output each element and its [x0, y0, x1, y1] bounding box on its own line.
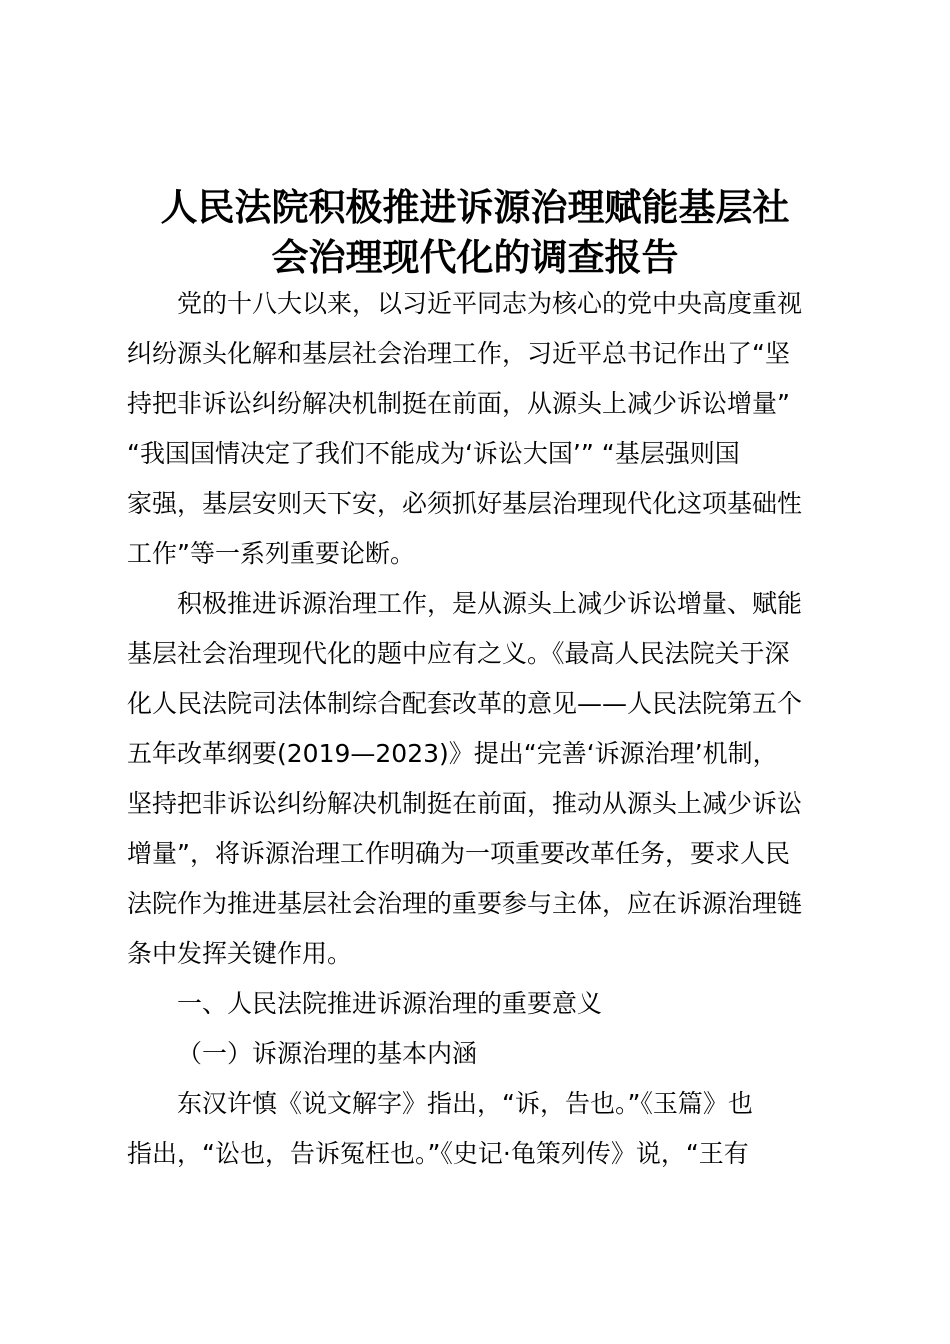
paragraph-2-line-8: 条中发挥关键作用。: [127, 939, 353, 968]
title-line-2: 会治理现代化的调查报告: [271, 236, 679, 279]
paragraph-2-line-3: 化人民法院司法体制综合配套改革的意见——人民法院第五个: [127, 689, 803, 718]
paragraph-2-line-5: 坚持把非诉讼纠纷解决机制挺在前面，推动从源头上减少诉讼: [127, 789, 803, 818]
paragraph-1-line-3: 持把非诉讼纠纷解决机制挺在前面，从源头上减少诉讼增量”: [127, 389, 790, 418]
paragraph-2-line-2: 基层社会治理现代化的题中应有之义。《最高人民法院关于深: [127, 639, 790, 668]
paragraph-1-line-6: 工作”等一系列重要论断。: [127, 539, 415, 568]
paragraph-3-line-2: 指出，“讼也，告诉冤枉也。”《史记·龟策列传》说，“王有: [127, 1139, 749, 1168]
paragraph-1-line-4: “我国国情决定了我们不能成为‘诉讼大国’” “基层强则国: [127, 439, 740, 468]
paragraph-2-line-6: 增量”，将诉源治理工作明确为一项重要改革任务，要求人民: [127, 839, 790, 868]
paragraph-1-line-1: 党的十八大以来，以习近平同志为核心的党中央高度重视: [177, 289, 803, 318]
paragraph-2-line-4: 五年改革纲要(2019—2023)》提出“完善‘诉源治理’机制，: [127, 739, 778, 768]
section-heading-1: 一、人民法院推进诉源治理的重要意义: [177, 989, 603, 1018]
title-line-1: 人民法院积极推进诉源治理赋能基层社: [160, 186, 790, 229]
paragraph-1-line-5: 家强，基层安则天下安，必须抓好基层治理现代化这项基础性: [127, 489, 803, 518]
subsection-heading-1: （一）诉源治理的基本内涵: [177, 1039, 478, 1068]
paragraph-2-line-7: 法院作为推进基层社会治理的重要参与主体，应在诉源治理链: [127, 889, 803, 918]
paragraph-2-line-1: 积极推进诉源治理工作，是从源头上减少诉讼增量、赋能: [177, 589, 803, 618]
paragraph-1-line-2: 纠纷源头化解和基层社会治理工作，习近平总书记作出了“坚: [127, 339, 790, 368]
paragraph-3-line-1: 东汉许慎《说文解字》指出，“诉，告也。”《玉篇》也: [177, 1089, 753, 1118]
